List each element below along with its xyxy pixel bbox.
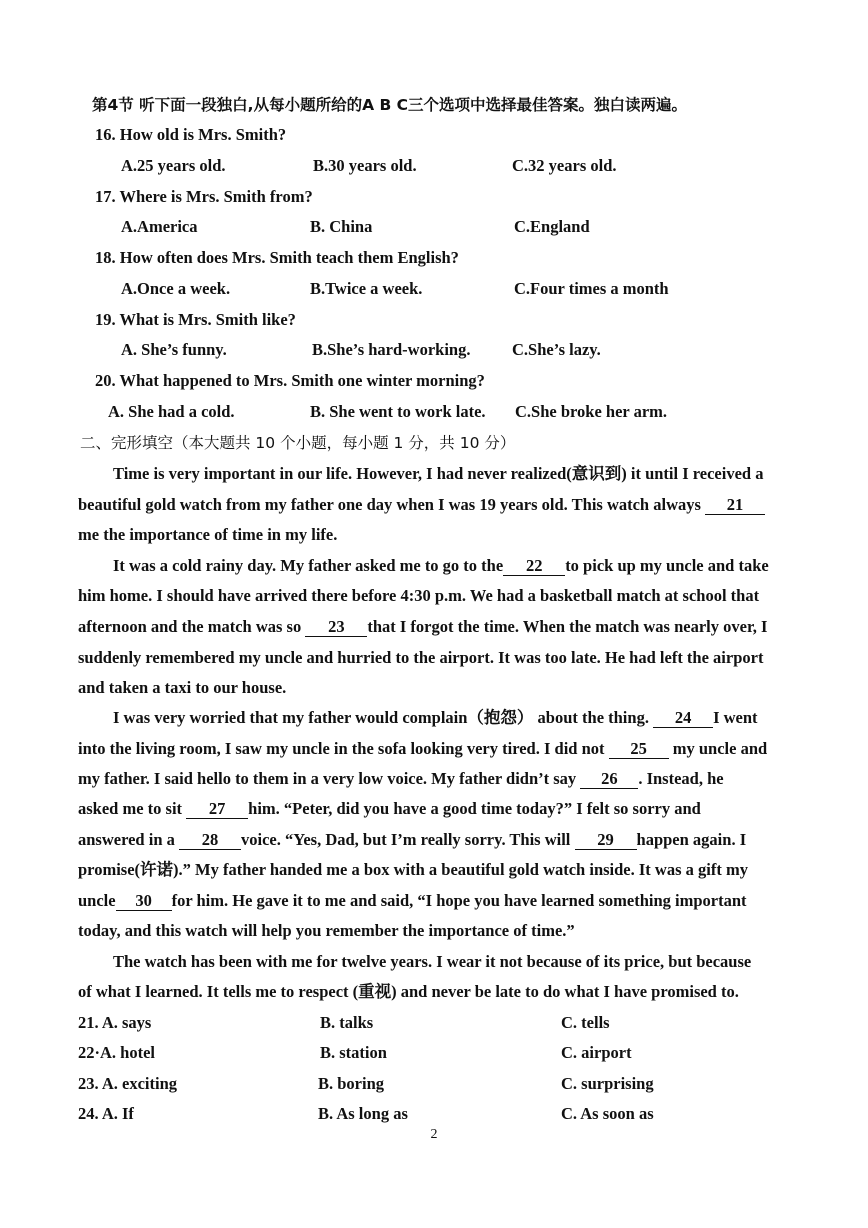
passage-text: afternoon and the match was so	[78, 617, 306, 636]
passage-line	[78, 769, 724, 789]
passage-text: to pick up my uncle and take	[565, 556, 769, 575]
passage-line	[78, 799, 701, 819]
passage-text: voice. “Yes, Dad, but I’m really sorry. This will	[241, 830, 575, 849]
passage-line: promise(许诺).” My father handed me a box with a beautiful gold watch inside. It was a gift my	[78, 860, 748, 879]
passage-text: that I forgot the time. When the match was nearly over, I	[367, 617, 768, 636]
q16-option-b: B.30 years old.	[313, 156, 417, 175]
q19-option-c: C.She’s lazy.	[512, 340, 601, 359]
q20-option-a: A. She had a cold.	[108, 402, 235, 421]
q17-option-c: C.England	[514, 217, 590, 236]
passage-text: It was a cold rainy day. My father asked me to go to the	[113, 556, 504, 575]
page-number: 2	[430, 1127, 438, 1142]
passage-text: . Instead, he	[638, 769, 724, 788]
option-21-b: B. talks	[320, 1013, 374, 1032]
q19-option-b: B.She’s hard-working.	[312, 340, 471, 359]
blank-22[interactable]: 22	[503, 557, 565, 576]
passage-text: my uncle and	[668, 739, 768, 758]
passage-text: him. “Peter, did you have a good time today?” I felt so sorry and	[248, 799, 701, 818]
blank-26[interactable]: 26	[580, 770, 638, 789]
option-24-a: 24. A. If	[78, 1104, 134, 1123]
passage-line: and taken a taxi to our house.	[78, 678, 287, 697]
passage-text: asked me to sit	[78, 799, 187, 818]
passage-line	[78, 830, 746, 850]
passage-line: today, and this watch will help you remember the importance of time.”	[78, 921, 575, 940]
passage-text: answered in a	[78, 830, 179, 849]
option-21-c: C. tells	[561, 1013, 610, 1032]
option-24-c: C. As soon as	[561, 1104, 654, 1123]
blank-29[interactable]: 29	[575, 831, 637, 850]
blank-24[interactable]: 24	[653, 709, 713, 728]
passage-line: of what I learned. It tells me to respect (重视) and never be late to do what I have promised to.	[78, 982, 739, 1001]
cloze-heading: 二、完形填空（本大题共 10 个小题，每小题 1 分，共 10 分）	[80, 434, 516, 452]
q18-option-c: C.Four times a month	[514, 279, 669, 298]
option-22-a: 22·A. hotel	[78, 1043, 155, 1062]
option-22-c: C. airport	[561, 1043, 632, 1062]
passage-line: Time is very important in our life. However, I had never realized(意识到) it until I received a	[113, 464, 764, 483]
blank-21[interactable]: 21	[705, 496, 765, 515]
passage-line: me the importance of time in my life.	[78, 525, 338, 544]
passage-line: The watch has been with me for twelve years. I wear it not because of its price, but because	[113, 952, 752, 971]
blank-28[interactable]: 28	[179, 831, 241, 850]
question-19: 19. What is Mrs. Smith like?	[95, 310, 296, 329]
q20-option-c: C.She broke her arm.	[515, 402, 668, 421]
option-23-b: B. boring	[318, 1074, 385, 1093]
passage-text: I was very worried that my father would complain（抱怨） about the thing.	[113, 708, 654, 727]
passage-line	[113, 708, 758, 728]
question-16: 16. How old is Mrs. Smith?	[95, 125, 287, 144]
option-23-c: C. surprising	[561, 1074, 654, 1093]
passage-line	[78, 891, 747, 911]
question-17: 17. Where is Mrs. Smith from?	[95, 187, 313, 206]
passage-text: I went	[713, 708, 758, 727]
option-21-a: 21. A. says	[78, 1013, 152, 1032]
passage-line	[113, 556, 769, 576]
q16-option-c: C.32 years old.	[512, 156, 617, 175]
passage-text: uncle	[78, 891, 116, 910]
passage-text: into the living room, I saw my uncle in the sofa looking very tired. I did not	[78, 739, 609, 758]
passage-text: happen again. I	[636, 830, 747, 849]
passage-text: my father. I said hello to them in a very low voice. My father didn’t say	[78, 769, 581, 788]
section-heading: 第4节 听下面一段独白,从每小题所给的A B C三个选项中选择最佳答案。独白读两遍。	[92, 96, 688, 114]
passage-text: beautiful gold watch from my father one day when I was 19 years old. This watch always	[78, 495, 706, 514]
blank-25[interactable]: 25	[609, 740, 669, 759]
question-20: 20. What happened to Mrs. Smith one winter morning?	[95, 371, 485, 390]
q16-option-a: A.25 years old.	[121, 156, 226, 175]
passage-line: suddenly remembered my uncle and hurried to the airport. It was too late. He had left the airport	[78, 648, 764, 667]
passage-line	[78, 739, 767, 759]
q20-option-b: B. She went to work late.	[310, 402, 486, 421]
question-18: 18. How often does Mrs. Smith teach them English?	[95, 248, 459, 267]
q17-option-a: A.America	[121, 217, 198, 236]
blank-30[interactable]: 30	[116, 892, 172, 911]
option-24-b: B. As long as	[318, 1104, 408, 1123]
passage-line	[78, 617, 767, 637]
q19-option-a: A. She’s funny.	[121, 340, 227, 359]
option-22-b: B. station	[320, 1043, 387, 1062]
passage-line	[78, 495, 765, 515]
blank-27[interactable]: 27	[186, 800, 248, 819]
passage-text: for him. He gave it to me and said, “I hope you have learned something important	[171, 891, 747, 910]
blank-23[interactable]: 23	[305, 618, 367, 637]
q17-option-b: B. China	[310, 217, 373, 236]
q18-option-a: A.Once a week.	[121, 279, 231, 298]
q18-option-b: B.Twice a week.	[310, 279, 423, 298]
option-23-a: 23. A. exciting	[78, 1074, 177, 1093]
passage-line: him home. I should have arrived there before 4:30 p.m. We had a basketball match at school that	[78, 586, 760, 605]
